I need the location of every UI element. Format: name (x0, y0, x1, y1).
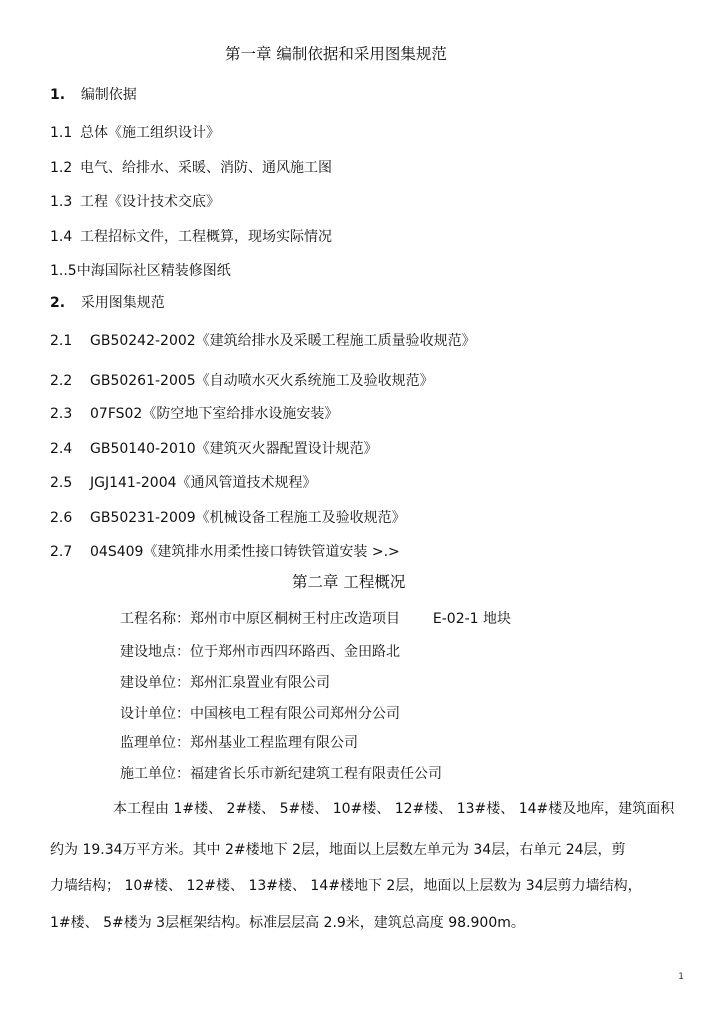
list-item (50, 124, 220, 142)
item-num: 1..5 (50, 263, 77, 279)
item-num: 2.4 (50, 441, 73, 457)
item-num: 1.2 (50, 160, 73, 176)
item-num: 2.5 (50, 475, 73, 491)
paragraph-line-4: 1#楼、 5#楼为 3层框架结构。标准层层高 2.9米，建筑总高度 98.900m。 (50, 915, 525, 931)
section2-title: 采用图集规范 (80, 295, 165, 311)
section1-num: 1. (50, 87, 66, 103)
project-designer: 设计单位：中国核电工程有限公司郑州分公司 (120, 706, 400, 722)
item-num: 1.3 (50, 194, 73, 210)
list-item (50, 159, 332, 177)
list-item (50, 543, 400, 561)
item-text: 04S409《建筑排水用柔性接口铸铁管道安装 >.> (90, 544, 400, 560)
item-text: GB50242-2002《建筑给排水及采暖工程施工质量验收规范》 (90, 333, 476, 349)
item-text: 总体《施工组织设计》 (80, 125, 220, 141)
project-contractor: 施工单位：福建省长乐市新纪建筑工程有限责任公司 (120, 766, 442, 782)
paragraph-line-2: 约为 19.34万平方米。其中 2#楼地下 2层，地面以上层数左单元为 34层，右单元 24层，剪 (50, 842, 626, 858)
project-name-text: 工程名称：郑州市中原区桐树王村庄改造项目 (120, 611, 400, 627)
project-name (120, 610, 511, 628)
chapter1-title: 第一章 编制依据和采用图集规范 (225, 45, 447, 63)
item-text: 电气、给排水、采暖、消防、通风施工图 (80, 160, 332, 176)
item-num: 2.6 (50, 510, 73, 526)
project-supervisor: 监理单位：郑州基业工程监理有限公司 (120, 735, 358, 751)
section2-heading (50, 294, 165, 312)
item-text: GB50140-2010《建筑灭火器配置设计规范》 (90, 441, 378, 457)
item-text: GB50261-2005《自动喷水灭火系统施工及验收规范》 (90, 373, 434, 389)
page-number: 1 (678, 972, 684, 982)
list-item (50, 193, 220, 211)
list-item (50, 262, 231, 280)
project-owner: 建设单位：郑州汇泉置业有限公司 (120, 675, 330, 691)
item-text: 工程招标文件，工程概算，现场实际情况 (80, 229, 332, 245)
list-item (50, 509, 406, 527)
item-num: 2.1 (50, 333, 73, 349)
item-text: JGJ141-2004《通风管道技术规程》 (90, 475, 317, 491)
item-num: 1.4 (50, 229, 73, 245)
section1-title: 编制依据 (80, 87, 137, 103)
item-text: 07FS02《防空地下室给排水设施安装》 (90, 406, 339, 422)
chapter2-title: 第二章 工程概况 (292, 573, 406, 591)
project-plot: E-02-1 地块 (432, 611, 512, 627)
item-num: 2.3 (50, 406, 73, 422)
list-item (50, 332, 476, 350)
list-item (50, 440, 378, 458)
list-item (50, 228, 332, 246)
item-num: 2.2 (50, 373, 73, 389)
item-text: 中海国际社区精装修图纸 (76, 263, 231, 279)
item-text: 工程《设计技术交底》 (80, 194, 220, 210)
list-item (50, 405, 338, 423)
item-num: 2.7 (50, 544, 73, 560)
item-text: GB50231-2009《机械设备工程施工及验收规范》 (90, 510, 406, 526)
item-num: 1.1 (50, 125, 73, 141)
list-item (50, 474, 317, 492)
section2-num: 2. (50, 295, 66, 311)
paragraph-line-3: 力墙结构； 10#楼、 12#楼、 13#楼、 14#楼地下 2层，地面以上层数为 34层剪力墙结构， (50, 878, 642, 894)
paragraph-line-1: 本工程由 1#楼、 2#楼、 5#楼、 10#楼、 12#楼、 13#楼、 14#楼及地库，建筑面积 (113, 801, 675, 817)
project-location: 建设地点：位于郑州市西四环路西、金田路北 (120, 644, 400, 660)
list-item (50, 372, 434, 390)
section1-heading (50, 86, 137, 104)
